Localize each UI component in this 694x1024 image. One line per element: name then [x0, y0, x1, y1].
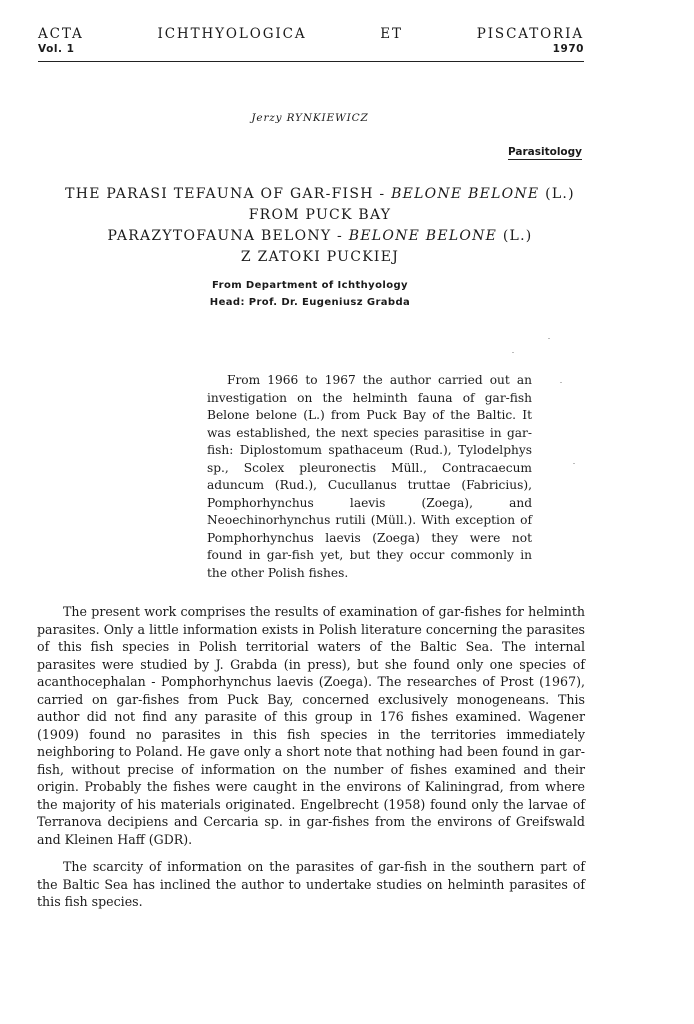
- title-en-line-2: FROM PUCK BAY: [248, 207, 392, 223]
- title-en-prefix: THE PARASI TEFAUNA OF GAR-FISH -: [65, 186, 392, 202]
- journal-word-ichthyologica: ICHTHYOLOGICA: [157, 26, 307, 42]
- title-pl-line-2: Z ZATOKI PUCKIEJ: [240, 249, 400, 265]
- body-paragraph-1-text: The present work comprises the results of examination of gar-fishes for helminth parasites. Only a little information exists in Polish literature concerning the parasites of this fish species in Polish territorial waters of the Baltic Sea. The internal parasites were studied by J. Grabda (in press), but she found only one species of acanthocephalan - Pomphorhynchus laevis (Zoega). The researches of Prost (1967), carried on gar-fishes from Puck Bay, concerned exclusively monogeneans. This author did not find any parasite of this group in 176 fishes examined. Wagener (1909) found no parasites in this fish species in the territories immediately neighboring to Poland. He gave only a short note that nothing had been found in gar-fish, without precise of information on the number of fishes examined and their origin. Probably the fishes were caught in the environs of Kaliningrad, from where the majority of his materials originated. Engelbrecht (1958) found only the larvae of Terranova decipiens and Cercaria sp. in gar-fishes from the environs of Greifswald and Kleinen Haff (GDR).: [37, 604, 585, 847]
- journal-word-et: ET: [380, 26, 403, 42]
- title-en-line-1: [30, 186, 610, 202]
- abstract-text: From 1966 to 1967 the author carried out an investigation on the helminth fauna of gar-fish Belone belone (L.) from Puck Bay of the Baltic. It was established, the next species parasitise in gar-fish: Diplostomum spathaceum (Rud.), Tylodelphys sp., Scolex pleuronectis Müll., Contracaecum aduncum (Rud.), Cucullanus truttae (Fabricius), Pomphorhynchus laevis (Zoega), and Neoechinorhynchus rutili (Müll.). With exception of Pomphorhynchus laevis (Zoega) they were not found in gar-fish yet, but they occur commonly in the other Polish fishes.: [207, 373, 532, 580]
- title-pl-species: BELONE BELONE: [348, 228, 498, 244]
- abstract: [207, 372, 532, 582]
- section-label: Parasitology: [507, 146, 582, 158]
- scan-speck: [512, 352, 514, 353]
- title-pl-prefix: PARAZYTOFAUNA BELONY -: [107, 228, 349, 244]
- author-name: Jerzy RYNKIEWICZ: [251, 112, 369, 124]
- title-pl-line-1: [30, 228, 610, 244]
- header-rule: [38, 61, 584, 62]
- scan-speck: [548, 338, 550, 339]
- journal-title: [38, 26, 584, 42]
- volume-label: Vol. 1: [38, 43, 75, 55]
- department-head: Head: Prof. Dr. Eugeniusz Grabda: [209, 297, 411, 308]
- journal-word-acta: ACTA: [38, 26, 84, 42]
- title-en-species: BELONE BELONE: [391, 186, 540, 202]
- body-paragraph-2-text: The scarcity of information on the parasites of gar-fish in the southern part of the Baltic Sea has inclined the author to undertake studies on helminth parasites of this fish species.: [37, 859, 585, 909]
- body-paragraph-1: [37, 603, 585, 848]
- title-pl-suffix: (L.): [497, 228, 533, 244]
- volume-row: [38, 43, 584, 55]
- body-paragraph-2: [37, 858, 585, 911]
- department-line-1: From Department of Ichthyology: [212, 280, 408, 291]
- title-en-suffix: (L.): [539, 186, 575, 202]
- scan-speck: [560, 382, 562, 383]
- journal-word-piscatoria: PISCATORIA: [476, 26, 584, 42]
- scan-speck: [573, 463, 575, 464]
- year-label: 1970: [552, 43, 584, 55]
